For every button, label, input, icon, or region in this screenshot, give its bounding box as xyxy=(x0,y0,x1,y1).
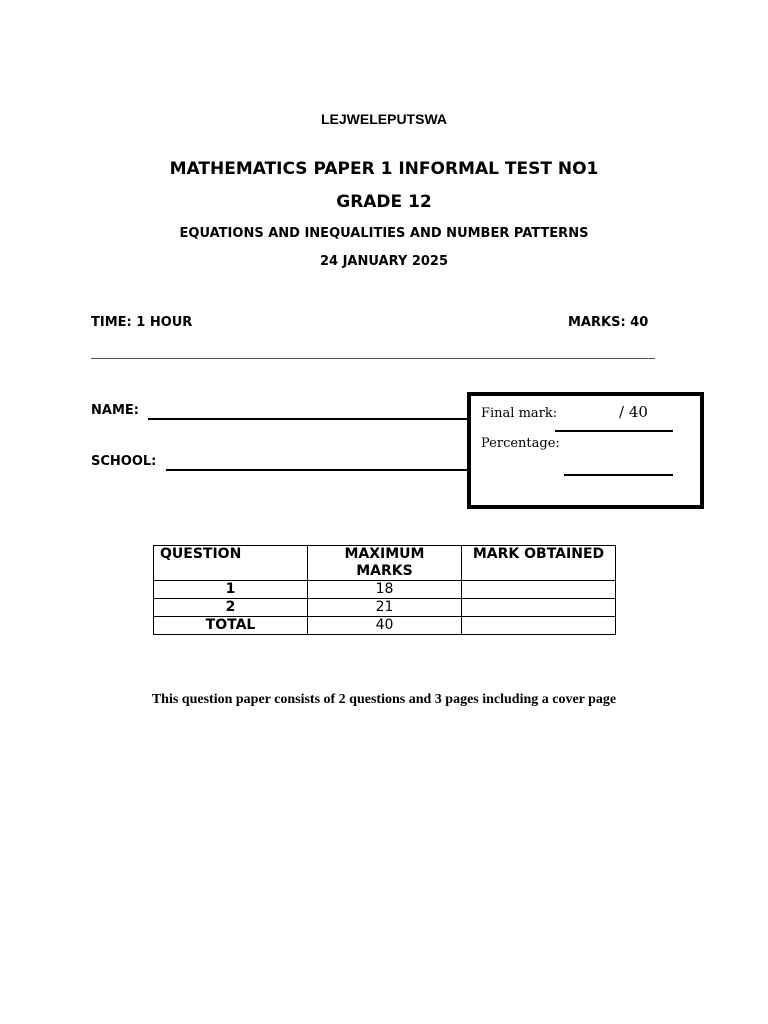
grade-label: GRADE 12 xyxy=(336,192,432,212)
total-out-of: / 40 xyxy=(619,403,648,421)
name-label: NAME: xyxy=(91,403,139,418)
table-row-total xyxy=(154,617,616,635)
marks-table xyxy=(153,545,616,635)
question-cell: 1 xyxy=(154,581,308,599)
max-marks-cell: 40 xyxy=(308,617,462,635)
header-mark-obtained: MARK OBTAINED xyxy=(462,546,616,581)
percentage-line[interactable] xyxy=(564,474,673,476)
final-mark-box xyxy=(467,392,704,509)
school-field-line[interactable] xyxy=(166,469,468,471)
header-max-marks: MAXIMUM MARKS xyxy=(308,546,462,581)
mark-obtained-cell[interactable] xyxy=(462,617,616,635)
final-mark-line[interactable] xyxy=(555,430,673,432)
question-cell: 2 xyxy=(154,599,308,617)
school-label: SCHOOL: xyxy=(91,454,157,469)
max-marks-cell: 18 xyxy=(308,581,462,599)
topic-label: EQUATIONS AND INEQUALITIES AND NUMBER PATTERNS xyxy=(179,226,589,241)
total-cell: TOTAL xyxy=(154,617,308,635)
paper-title: MATHEMATICS PAPER 1 INFORMAL TEST NO1 xyxy=(169,159,599,179)
max-marks-cell: 21 xyxy=(308,599,462,617)
percentage-label: Percentage: xyxy=(481,436,560,451)
divider-line xyxy=(91,358,655,359)
district-name: LEJWELEPUTSWA xyxy=(320,111,447,127)
footer-note: This question paper consists of 2 questions and 3 pages including a cover page xyxy=(151,692,617,707)
table-header-row xyxy=(154,546,616,581)
table-row xyxy=(154,599,616,617)
mark-obtained-cell[interactable] xyxy=(462,581,616,599)
mark-obtained-cell[interactable] xyxy=(462,599,616,617)
table-row xyxy=(154,581,616,599)
header-question: QUESTION xyxy=(154,546,308,581)
name-field-line[interactable] xyxy=(148,418,468,420)
time-label: TIME: 1 HOUR xyxy=(91,315,193,330)
final-mark-label: Final mark: xyxy=(481,406,558,421)
test-date: 24 JANUARY 2025 xyxy=(319,254,449,269)
marks-label: MARKS: 40 xyxy=(568,315,649,330)
